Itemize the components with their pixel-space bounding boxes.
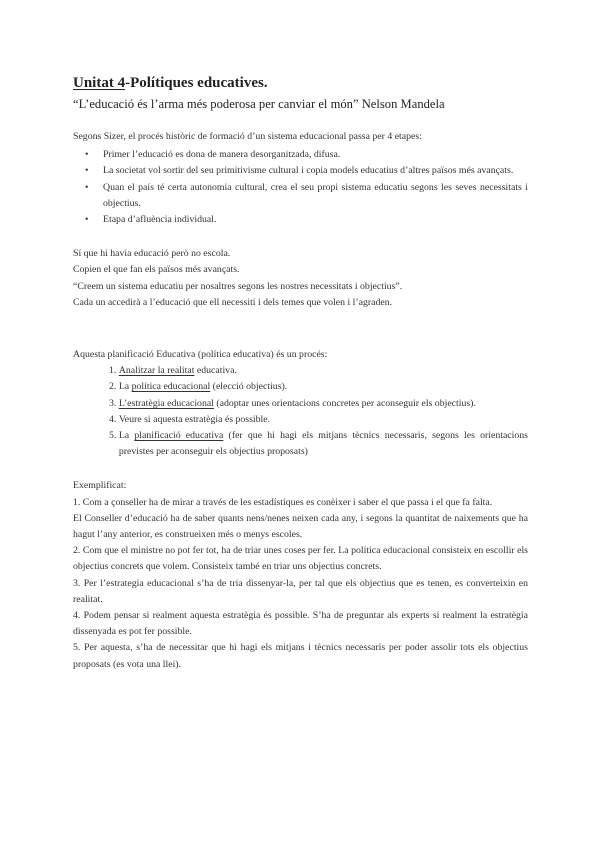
list-item: • Quan el país té certa autonomia cultural, crea el seu propi sistema educatiu segons les seves necessitats i objectius.: [103, 180, 528, 212]
example-paragraph: 1. Com a çonseller ha de mirar a través de les estadístiques es conèixer i saber el que passa i el que fa falta.: [73, 496, 493, 508]
step-item: 3. L’estratègia educacional (adoptar unes orientacions concretes per aconseguir els objectius).: [109, 397, 476, 409]
example-paragraph: El Conseller d’educació ha de saber quants nens/nenes neixen cada any, i segons la quantitat de naixements que ha hagut l’any anterior, es construeixen més o menys escoles.: [73, 512, 528, 541]
planning-section: [73, 347, 528, 460]
document-page: [73, 74, 528, 673]
list-item: • Primer l’educació es dona de manera desorganitzada, difusa.: [103, 147, 528, 163]
step-item: 4. Veure si aquesta estratègia és possible.: [109, 413, 271, 425]
examples-heading: Exemplificat:: [73, 480, 127, 492]
page-title: [73, 74, 528, 92]
summary-paragraph: [73, 246, 528, 311]
intro-text: Segons Sizer, el procés històric de formació d’un sistema educacional passa per 4 etapes:: [73, 131, 422, 142]
paragraph-line: Cada un accedirà a l’educació que ell necessiti i dels temes que volen i l’agraden.: [73, 296, 393, 308]
title-unit: Unitat 4: [73, 75, 126, 91]
example-paragraph: 5. Per aquesta, s’ha de necessitar que hi hagi els mitjans i tècnics necessaris per poder assolir tots els objectius proposats (es vota una llei).: [73, 642, 528, 670]
title-rest: -Polítiques educatives.: [125, 75, 268, 91]
step-item: 5. La planificació educativa (fer que hi hagi els mitjans tècnics necessaris, segons les orientacions previstes per aconseguir els objectius proposats): [109, 430, 528, 458]
planning-intro: Aquesta planificació Educativa (política educativa) és un procés:: [73, 349, 328, 361]
step-item: 1. Analitzar la realitat educativa.: [109, 365, 237, 377]
paragraph-line: “Creem un sistema educatiu per nosaltres segons les nostres necessitats i objectius”.: [73, 280, 403, 292]
example-paragraph: 4. Podem pensar si realment aquesta estratègia és possible. S’ha de preguntar als experts si realment la estratègia dissenyada es pot fer possible.: [73, 610, 528, 638]
step-item: 2. La política educacional (elecció objectius).: [109, 381, 288, 393]
planning-steps: [73, 363, 528, 460]
list-item: • La societat vol sortir del seu primitivisme cultural i copia models educatius d’altres països més avançats.: [103, 163, 528, 179]
examples-section: [73, 478, 528, 672]
example-paragraph: 2. Com que el ministre no pot fer tot, ha de triar unes coses per fer. La política educacional consisteix en escollir els objectius concrets que volem. Consisteix també en triar uns objectius concrets.: [73, 545, 528, 573]
stages-list: [73, 147, 528, 228]
paragraph-line: Sí que hi havia educació però no escola.: [73, 248, 231, 260]
example-paragraph: 3. Per l’estrategia educacional s’ha de tria dissenyar-la, per tal que els objectius que es tenen, es converteixin en realitat.: [73, 577, 528, 605]
list-item: • Etapa d’afluència individual.: [103, 212, 528, 228]
paragraph-line: Copien el que fan els països més avançats.: [73, 264, 240, 276]
mandela-quote: “L’educació és l’arma més poderosa per canviar el món” Nelson Mandela: [73, 97, 445, 111]
